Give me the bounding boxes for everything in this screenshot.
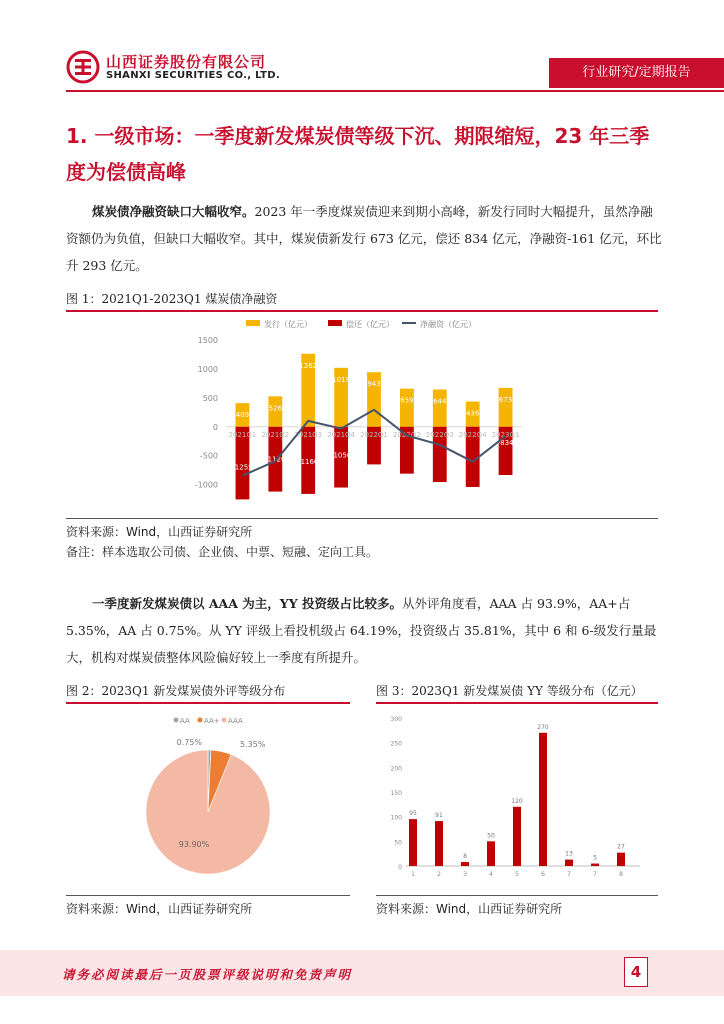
- fig2-data-label: 93.90%: [178, 840, 210, 849]
- fig3-bar: [565, 860, 573, 866]
- fig3-data-label: 5: [593, 854, 597, 862]
- fig1-title: 图 1：2021Q1-2023Q1 煤炭债净融资: [66, 292, 278, 306]
- fig3-source: 资料来源：Wind，山西证券研究所: [376, 902, 563, 916]
- fig1-data-label-issue: 409: [235, 411, 250, 420]
- fig3-title: 图 3：2023Q1 新发煤炭债 YY 等级分布（亿元）: [376, 684, 643, 698]
- fig1-data-label-repay: -1160: [298, 457, 319, 466]
- fig2-legend-label: AA: [180, 717, 190, 725]
- fig1-chart: [66, 312, 658, 517]
- fig3-chart: [376, 704, 658, 894]
- fig1-data-label-issue: 943: [367, 380, 381, 389]
- company-logo: [66, 50, 100, 84]
- header-divider: [66, 90, 724, 92]
- paragraph-net-financing: [66, 198, 664, 279]
- fig3-bar: [591, 864, 599, 866]
- fig2-legend-label: AA+: [204, 717, 220, 725]
- fig2-chart: [66, 704, 350, 894]
- fig1-data-label-issue: 644: [433, 397, 447, 406]
- fig3-y-tick: 300: [390, 716, 402, 723]
- fig1-bar-issue: [499, 388, 513, 427]
- fig1-data-label-issue: 1262: [299, 361, 318, 370]
- fig3-data-label: 270: [537, 723, 549, 731]
- fig3-bar: [435, 821, 443, 866]
- page-number: 4: [624, 957, 648, 987]
- fig3-y-tick: 100: [390, 814, 402, 822]
- fig3-x-tick: 4: [489, 871, 493, 878]
- fig1-x-tick: 2022Q2: [392, 430, 421, 439]
- fig3-y-tick: 250: [390, 740, 402, 748]
- legend-label-issue: 发行（亿元）: [264, 320, 312, 329]
- fig1-x-tick: 2022Q1: [360, 430, 388, 439]
- paragraph-lead: 一季度新发煤炭债以 AAA 为主，YY 投资级占比较多。: [92, 596, 402, 611]
- fig3-data-label: 8: [463, 853, 467, 861]
- fig3-data-label: 95: [409, 810, 417, 818]
- fig3-x-tick: 5: [515, 871, 519, 878]
- paragraph-text: 从外评角度看，AAA 占 93.9%，AA+占 5.35%，AA 占 0.75%。从 YY 评级上看投机级占 64.19%，投资级占 35.81%，其中 6 和 6-级发行量最大，机构对煤炭债整体风险偏好较上一季度有所提升。: [66, 596, 657, 665]
- fig2-bottom-rule: [66, 895, 350, 896]
- fig3-data-label: 27: [617, 843, 625, 851]
- fig3-bar: [617, 853, 625, 866]
- section-title: 1. 一级市场：一季度新发煤炭债等级下沉、期限缩短，23 年三季度为偿债高峰: [66, 124, 650, 184]
- fig3-data-label: 13: [565, 850, 573, 858]
- company-name-en: SHANXI SECURITIES CO., LTD.: [106, 70, 280, 81]
- paragraph-text: 2023 年一季度煤炭债迎来到期小高峰，新发行同时大幅提升，虽然净融资额仍为负值，但缺口大幅收窄。其中，煤炭债新发行 673 亿元，偿还 834 亿元，净融资-161 亿元，环比升 293 亿元。: [66, 204, 662, 273]
- fig1-data-label-repay: -1050: [330, 451, 352, 460]
- fig1-y-tick: -1000: [194, 480, 218, 490]
- fig1-x-tick: 2022Q3: [425, 430, 454, 439]
- paragraph-rating-distribution: [66, 590, 664, 671]
- fig2-legend-swatch: [198, 718, 203, 723]
- fig3-y-axis: [391, 716, 403, 871]
- fig1-x-tick: 2023Q1: [491, 430, 520, 439]
- fig3-y-tick: 50: [394, 839, 402, 847]
- fig1-data-label-issue: 526: [268, 404, 283, 413]
- fig2-data-label: 5.35%: [240, 740, 266, 749]
- fig1-y-tick: 1000: [197, 364, 218, 374]
- fig1-bar-issue: [433, 390, 447, 427]
- fig1-data-label-repay: -1120: [265, 455, 286, 464]
- fig2-title: 图 2：2023Q1 新发煤炭债外评等级分布: [66, 684, 286, 698]
- fig2-legend-label: AAA: [228, 717, 243, 725]
- fig3-y-tick: 200: [390, 765, 402, 773]
- fig1-bars: [232, 354, 514, 500]
- fig3-y-tick: 150: [390, 790, 402, 797]
- fig1-y-tick: 1500: [197, 336, 218, 345]
- fig1-source: 资料来源：Wind，山西证券研究所: [66, 525, 253, 539]
- fig3-x-tick: 3: [463, 871, 467, 878]
- fig3-bar: [461, 862, 469, 866]
- fig2-legend-swatch: [222, 718, 227, 723]
- fig1-x-tick: 2021Q4: [327, 430, 356, 439]
- fig2-source: 资料来源：Wind，山西证券研究所: [66, 902, 253, 916]
- fig1-x-tick: 2021Q3: [294, 430, 323, 439]
- fig3-x-tick: 2: [437, 871, 441, 878]
- legend-swatch-issue: [246, 320, 260, 326]
- fig3-data-label: 120: [511, 797, 523, 805]
- fig1-y-axis: [195, 336, 218, 490]
- fig1-y-tick: -500: [199, 451, 218, 461]
- paragraph-lead: 煤炭债净融资缺口大幅收窄。: [92, 204, 255, 219]
- fig3-x-tick: 7: [593, 871, 597, 878]
- fig3-x-tick: 6: [541, 871, 545, 878]
- fig3-x-tick: 1: [411, 871, 415, 878]
- page-header: [0, 0, 724, 100]
- fig1-data-label-issue: 659: [400, 396, 414, 405]
- fig3-bottom-rule: [376, 895, 658, 896]
- fig1-bottom-rule: [66, 518, 658, 519]
- fig3-data-label: 50: [487, 832, 495, 840]
- fig2-data-label: 0.75%: [176, 738, 202, 747]
- fig1-data-label-issue: 673: [498, 395, 513, 404]
- fig1-data-label-issue: 1019: [332, 375, 351, 384]
- fig3-bars: [409, 724, 625, 866]
- fig3-bar: [539, 733, 547, 866]
- fig1-y-tick: 0: [212, 422, 218, 432]
- fig1-bar-issue: [400, 389, 414, 427]
- fig2-legend: [174, 717, 243, 725]
- fig1-data-label-repay: -1255: [232, 463, 253, 472]
- fig1-x-axis: [229, 431, 520, 439]
- fig3-bar: [513, 807, 521, 866]
- fig1-data-label-repay: -834: [497, 439, 514, 448]
- fig2-pie-slice: [146, 750, 270, 874]
- fig3-bar: [409, 819, 417, 866]
- fig1-x-tick: 2022Q4: [458, 430, 487, 439]
- report-type-badge: 行业研究/定期报告: [549, 58, 724, 88]
- fig1-y-tick: 500: [202, 393, 218, 403]
- fig1-x-tick: 2021Q2: [261, 430, 290, 439]
- footer-disclaimer: 请务必阅读最后一页股票评级说明和免责声明: [62, 967, 353, 982]
- fig1-note: 备注：样本选取公司债、企业债、中票、短融、定向工具。: [66, 545, 379, 559]
- fig3-data-label: 91: [435, 812, 443, 820]
- fig1-data-label-issue: 436: [465, 409, 480, 418]
- fig3-y-tick: 0: [398, 864, 402, 871]
- company-name-cn: 山西证券股份有限公司: [106, 53, 267, 71]
- fig3-x-tick: 7: [567, 871, 571, 878]
- fig1-x-tick: 2021Q1: [228, 430, 257, 439]
- fig2-legend-swatch: [174, 718, 179, 723]
- legend-label-net: 净融资（亿元）: [420, 320, 476, 329]
- fig3-x-axis: [411, 871, 623, 878]
- legend-swatch-repay: [328, 320, 342, 326]
- fig3-bar: [487, 841, 495, 866]
- legend-label-repay: 偿还（亿元）: [346, 320, 394, 329]
- fig3-x-tick: 8: [619, 871, 623, 878]
- fig2-pie: [146, 750, 270, 874]
